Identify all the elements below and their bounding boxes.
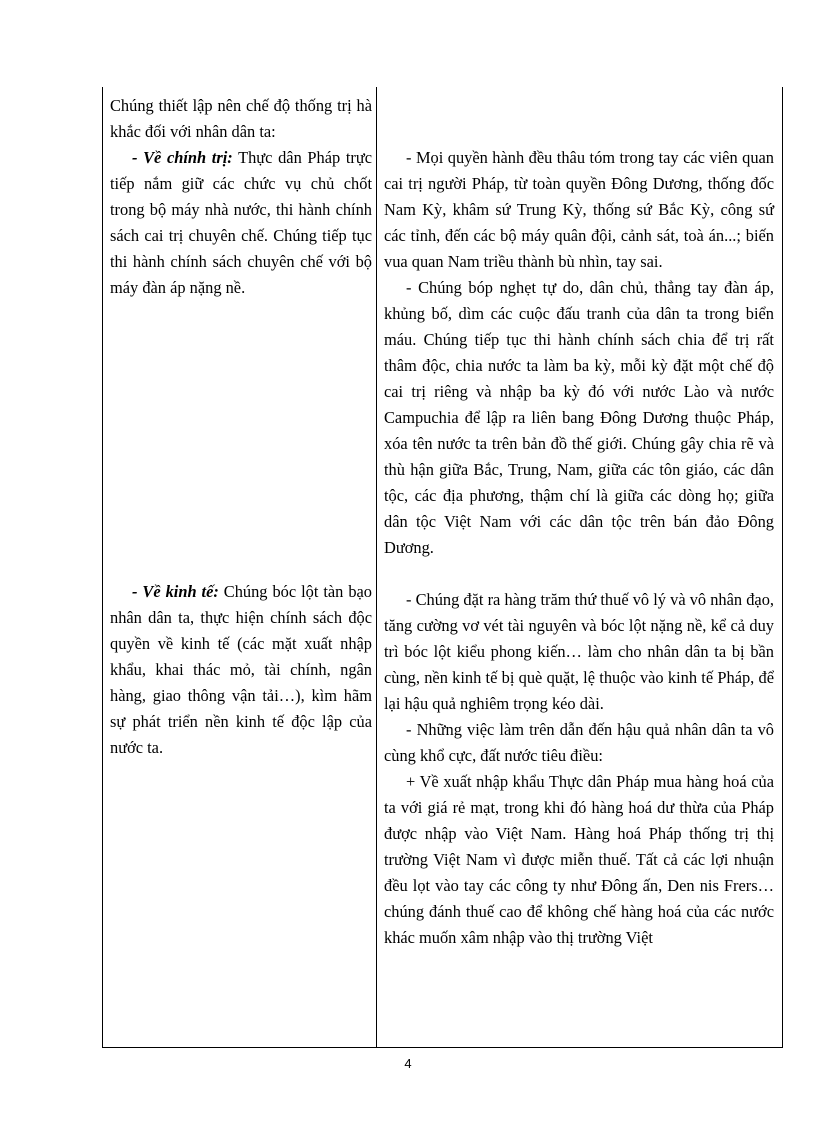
politics-text: Thực dân Pháp trực tiếp nắm giữ các chức vụ chủ chốt trong bộ máy nhà nước, thi hành chính sách cai trị chuyên chế. Chúng tiếp tục thi hành chính sách chuyên chế với bộ máy đàn áp nặng nề. [110, 148, 372, 297]
politics-heading: - Về chính trị: [132, 148, 233, 167]
spacer [110, 301, 372, 579]
intro-paragraph: Chúng thiết lập nên chế độ thống trị hà khắc đối với nhân dân ta: [110, 96, 372, 141]
column-divider [376, 87, 377, 1048]
tax-paragraph: - Chúng đặt ra hàng trăm thứ thuế vô lý và vô nhân đạo, tăng cường vơ vét tài nguyên và bóc lột nặng nề, kể cả duy trì bóc lột kiểu phong kiến… làm cho nhân dân ta bị bần cùng, nền kinh tế bị què quặt, lệ thuộc vào kinh tế Pháp, để lại hậu quả nghiêm trọng kéo dài. [384, 590, 774, 713]
trade-paragraph: + Về xuất nhập khẩu Thực dân Pháp mua hàng hoá của ta với giá rẻ mạt, trong khi đó hàng hoá dư thừa của Pháp được nhập vào Việt Nam. Hàng hoá Pháp thống trị thị trường Việt Nam vì được miễn thuế. Tất cả các lợi nhuận đều lọt vào tay các công ty như Đông ấn, Den nis Frers… chúng đánh thuế cao để không chế hàng hoá của các nước khác muốn xâm nhập vào thị trường Việt [384, 772, 774, 947]
consequence-paragraph: - Những việc làm trên dẫn đến hậu quả nhân dân ta vô cùng khổ cực, đất nước tiêu điều: [384, 720, 774, 765]
right-column [384, 145, 774, 951]
spacer [384, 561, 774, 587]
economy-heading: - Về kinh tế: [132, 582, 219, 601]
power-paragraph: - Mọi quyền hành đều thâu tóm trong tay các viên quan cai trị người Pháp, từ toàn quyền Đông Dương, thống đốc Nam Kỳ, khâm sứ Trung Kỳ, thống sứ Bắc Kỳ, công sứ các tỉnh, đến các bộ máy quân đội, cảnh sát, toà án...; biến vua quan Nam triều thành bù nhìn, tay sai. [384, 148, 774, 271]
page-number: 4 [404, 1056, 412, 1071]
economy-paragraph [110, 579, 372, 761]
politics-paragraph [110, 145, 372, 301]
left-column [110, 93, 372, 761]
economy-text: Chúng bóc lột tàn bạo nhân dân ta, thực hiện chính sách độc quyền về kinh tế (các mặt xuất nhập khẩu, khai thác mỏ, tài chính, ngân hàng, giao thông vận tải…), kìm hãm sự phát triển nền kinh tế độc lập của nước ta. [110, 582, 372, 757]
repression-paragraph: - Chúng bóp nghẹt tự do, dân chủ, thẳng tay đàn áp, khủng bố, dìm các cuộc đấu tranh của dân ta trong biển máu. Chúng tiếp tục thi hành chính sách chia để trị rất thâm độc, chia nước ta làm ba kỳ, mỗi kỳ đặt một chế độ cai trị riêng và nhập ba kỳ đó với nước Lào và nước Campuchia để lập ra liên bang Đông Dương thuộc Pháp, xóa tên nước ta trên bản đồ thế giới. Chúng gây chia rẽ và thù hận giữa Bắc, Trung, Nam, giữa các tôn giáo, các dân tộc, các địa phương, thậm chí là giữa các dòng họ; giữa dân tộc Việt Nam với các dân tộc trên bán đảo Đông Dương. [384, 278, 774, 557]
